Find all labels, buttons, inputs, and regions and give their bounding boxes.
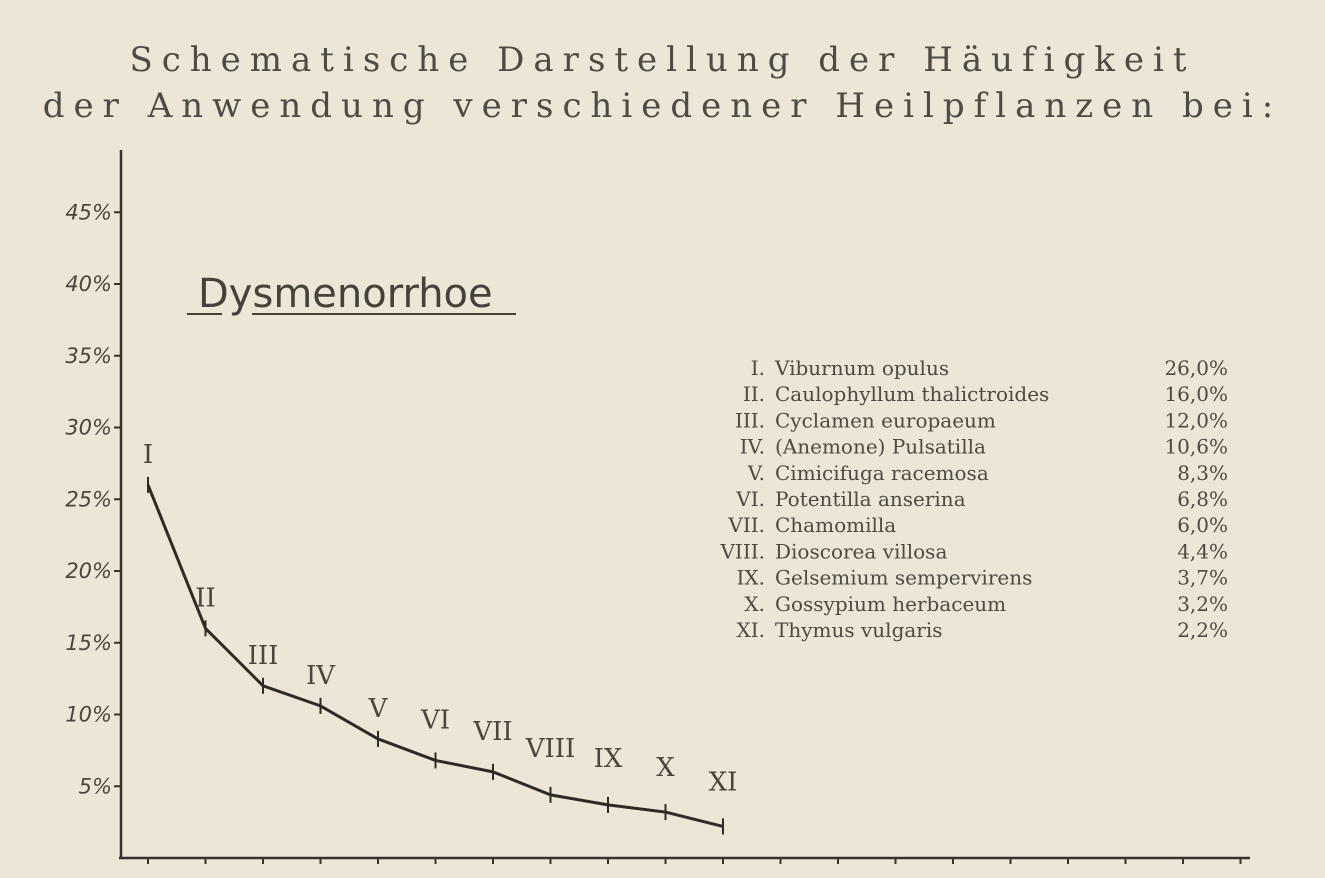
legend [719,356,1228,642]
legend-name: Cyclamen europaeum [775,408,996,433]
legend-value: 3,7% [1177,565,1228,590]
point-label: XI [708,767,738,798]
legend-value: 10,6% [1164,434,1228,459]
y-tick-label: 10% [65,702,112,727]
y-tick-label: 30% [65,415,112,440]
chart-title-line-2: der Anwendung verschiedener Heilpflanzen bei: [42,86,1283,126]
y-tick-label: 40% [65,272,112,296]
legend-name: Cimicifuga racemosa [775,460,989,485]
point-label: IV [305,660,336,691]
point-label: VII [473,716,513,747]
legend-name: Dioscorea villosa [775,539,948,564]
legend-name: Caulophyllum thalictroides [775,382,1050,407]
legend-value: 3,2% [1177,591,1228,616]
y-tick-label: 25% [65,487,112,512]
legend-numeral: IX. [736,565,765,590]
point-label: I [142,439,154,470]
legend-name: Thymus vulgaris [775,618,943,642]
point-label: II [195,583,216,614]
legend-numeral: I. [750,356,765,380]
legend-numeral: X. [744,591,765,616]
legend-value: 8,3% [1177,460,1228,485]
legend-name: Gelsemium sempervirens [775,565,1033,590]
legend-name: Gossypium herbaceum [775,591,1007,616]
legend-name: Viburnum opulus [775,356,950,380]
point-label: III [247,640,279,671]
y-tick-label: 5% [78,774,112,799]
legend-numeral: III. [734,408,765,433]
legend-numeral: VII. [728,513,765,538]
legend-numeral: II. [742,382,765,407]
chart-axes [119,150,1250,858]
point-labels [143,440,738,798]
y-tick-label: 35% [65,343,112,368]
y-ticks [65,200,121,798]
legend-value: 12,0% [1164,408,1228,433]
legend-value: 6,8% [1177,487,1228,511]
point-label: X [656,753,675,784]
legend-value: 4,4% [1177,539,1228,564]
legend-value: 16,0% [1164,382,1228,407]
legend-numeral: IV. [739,434,765,459]
legend-numeral: XI. [736,618,765,642]
y-tick-label: 20% [65,559,112,583]
legend-name: (Anemone) Pulsatilla [775,434,986,459]
legend-name: Chamomilla [775,513,897,538]
point-label: V [368,693,388,724]
legend-name: Potentilla anserina [775,487,966,511]
legend-value: 2,2% [1177,618,1228,642]
point-label: VI [420,705,451,736]
point-label: VIII [525,733,576,764]
legend-numeral: VIII. [720,539,765,564]
series-line [148,485,723,827]
legend-value: 6,0% [1177,513,1228,538]
chart-title-line-1: Schematische Darstellung der Häufigkeit [129,40,1196,80]
y-tick-label: 45% [65,200,112,225]
legend-numeral: VI. [736,487,765,511]
point-label: IX [593,743,623,774]
legend-numeral: V. [747,460,765,485]
legend-value: 26,0% [1164,356,1228,380]
chart-subtitle: Dysmenorrhoe [198,271,493,317]
y-tick-label: 15% [65,630,112,655]
